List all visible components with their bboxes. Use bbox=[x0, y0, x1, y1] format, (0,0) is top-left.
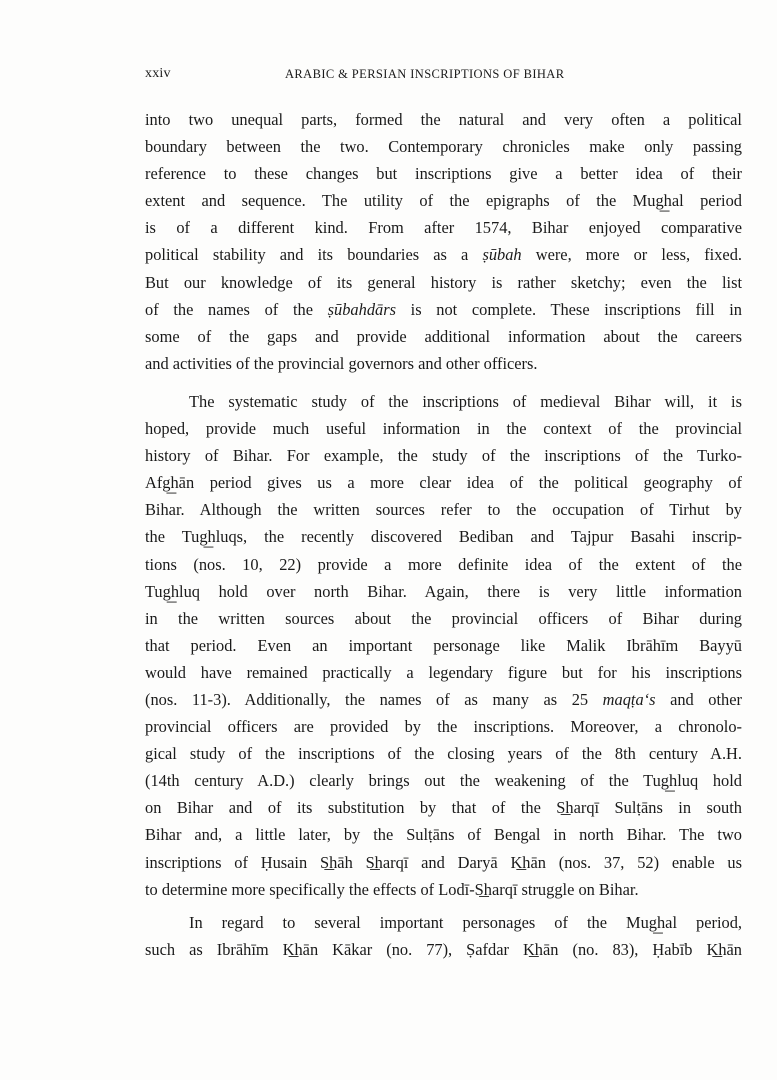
text-run: of the names of the bbox=[145, 299, 328, 319]
text-line bbox=[145, 106, 742, 133]
text-run: such as Ibrāhīm K͟hān Kākar (no. 77), Ṣafdar K͟hān (no. 83), Ḥabīb K͟hān bbox=[145, 939, 742, 959]
text-run: that period. Even an important personage like Malik Ibrāhīm Bayyū bbox=[145, 635, 742, 655]
text-line bbox=[145, 767, 742, 794]
text-line bbox=[145, 388, 742, 415]
text-run: Tug͟hluq hold over north Bihar. Again, there is very little information bbox=[145, 581, 742, 601]
text-line bbox=[145, 740, 742, 767]
text-line bbox=[145, 659, 742, 686]
running-header bbox=[145, 66, 742, 86]
text-run: extent and sequence. The utility of the epigraphs of the Mug͟hal period bbox=[145, 191, 742, 211]
text-run: is not complete. These inscriptions fill in bbox=[395, 299, 742, 319]
text-line bbox=[145, 442, 742, 469]
text-run: Afg͟hān period gives us a more clear idea of the political geography of bbox=[145, 473, 742, 493]
text-run: history of Bihar. For example, the study of the inscriptions of the Turko- bbox=[145, 446, 742, 466]
text-line bbox=[145, 713, 742, 740]
page-number: xxiv bbox=[145, 66, 171, 81]
text-run: into two unequal parts, formed the natural and very often a political bbox=[145, 110, 742, 129]
paragraph bbox=[145, 388, 742, 903]
text-line bbox=[145, 876, 742, 903]
text-line bbox=[145, 296, 742, 323]
italic-term: ṣūbah bbox=[482, 245, 522, 265]
text-line bbox=[145, 849, 742, 876]
text-run: Bihar. Although the written sources refer to the occupation of Tirhut by bbox=[145, 500, 742, 520]
text-run: (nos. 11-3). Additionally, the names of as many as 25 bbox=[145, 689, 603, 709]
italic-term: ṣūbahdārs bbox=[327, 299, 396, 319]
text-run: provincial officers are provided by the inscriptions. Moreover, a chronolo- bbox=[145, 717, 742, 737]
text-line bbox=[145, 821, 742, 848]
text-line bbox=[145, 187, 742, 214]
text-run: and other bbox=[655, 689, 742, 709]
text-line bbox=[145, 269, 742, 296]
text-line bbox=[145, 909, 742, 936]
text-line bbox=[145, 686, 742, 713]
text-run: gical study of the inscriptions of the closing years of the 8th century A.H. bbox=[145, 744, 742, 764]
text-line bbox=[145, 551, 742, 578]
text-run: is of a different kind. From after 1574, Bihar enjoyed comparative bbox=[145, 218, 742, 238]
text-run: Bihar and, a little later, by the Sulṭāns of Bengal in north Bihar. The two bbox=[145, 825, 742, 845]
text-line bbox=[145, 632, 742, 659]
text-run: In regard to several important personages of the Mug͟hal period, bbox=[189, 912, 742, 932]
text-line bbox=[145, 496, 742, 523]
text-run: tions (nos. 10, 22) provide a more definite idea of the extent of the bbox=[145, 554, 742, 574]
text-run: some of the gaps and provide additional information about the careers bbox=[145, 326, 742, 346]
text-line bbox=[145, 160, 742, 187]
text-line bbox=[145, 323, 742, 350]
text-run: to determine more specifically the effects of Lodī-S͟harqī struggle on Bihar. bbox=[145, 879, 639, 899]
paragraph bbox=[145, 909, 742, 963]
text-run: boundary between the two. Contemporary chronicles make only passing bbox=[145, 137, 742, 157]
text-line bbox=[145, 133, 742, 160]
paragraph bbox=[145, 106, 742, 377]
text-run: hoped, provide much useful information in the context of the provincial bbox=[145, 419, 742, 439]
text-run: But our knowledge of its general history is rather sketchy; even the list bbox=[145, 272, 742, 292]
text-run: on Bihar and of its substitution by that of the S͟harqī Sulṭāns in south bbox=[145, 798, 742, 818]
paragraph-container bbox=[145, 106, 742, 963]
text-run: reference to these changes but inscriptions give a better idea of their bbox=[145, 164, 742, 184]
text-run: the Tug͟hluqs, the recently discovered Bediban and Tajpur Basahi inscrip- bbox=[145, 527, 742, 547]
text-line bbox=[145, 936, 742, 963]
text-line bbox=[145, 523, 742, 550]
text-run: in the written sources about the provincial officers of Bihar during bbox=[145, 608, 742, 628]
text-line bbox=[145, 469, 742, 496]
text-run: inscriptions of Ḥusain S͟hāh S͟harqī and Daryā K͟hān (nos. 37, 52) enable us bbox=[145, 852, 742, 872]
text-run: were, more or less, fixed. bbox=[521, 245, 742, 265]
body-text bbox=[145, 106, 742, 963]
running-title: ARABIC & PERSIAN INSCRIPTIONS OF BIHAR bbox=[285, 67, 565, 81]
text-line bbox=[145, 350, 742, 377]
text-run: (14th century A.D.) clearly brings out the weakening of the Tug͟hluq hold bbox=[145, 771, 742, 791]
text-run: The systematic study of the inscriptions of medieval Bihar will, it is bbox=[189, 391, 742, 411]
text-line bbox=[145, 415, 742, 442]
text-line bbox=[145, 241, 742, 268]
text-run: and activities of the provincial governors and other officers. bbox=[145, 353, 538, 373]
italic-term: maqṭa‘s bbox=[602, 689, 656, 709]
text-line bbox=[145, 605, 742, 632]
text-line bbox=[145, 578, 742, 605]
text-line bbox=[145, 794, 742, 821]
text-run: political stability and its boundaries as a bbox=[145, 245, 483, 265]
text-line bbox=[145, 214, 742, 241]
text-run: would have remained practically a legendary figure but for his inscriptions bbox=[145, 662, 742, 682]
